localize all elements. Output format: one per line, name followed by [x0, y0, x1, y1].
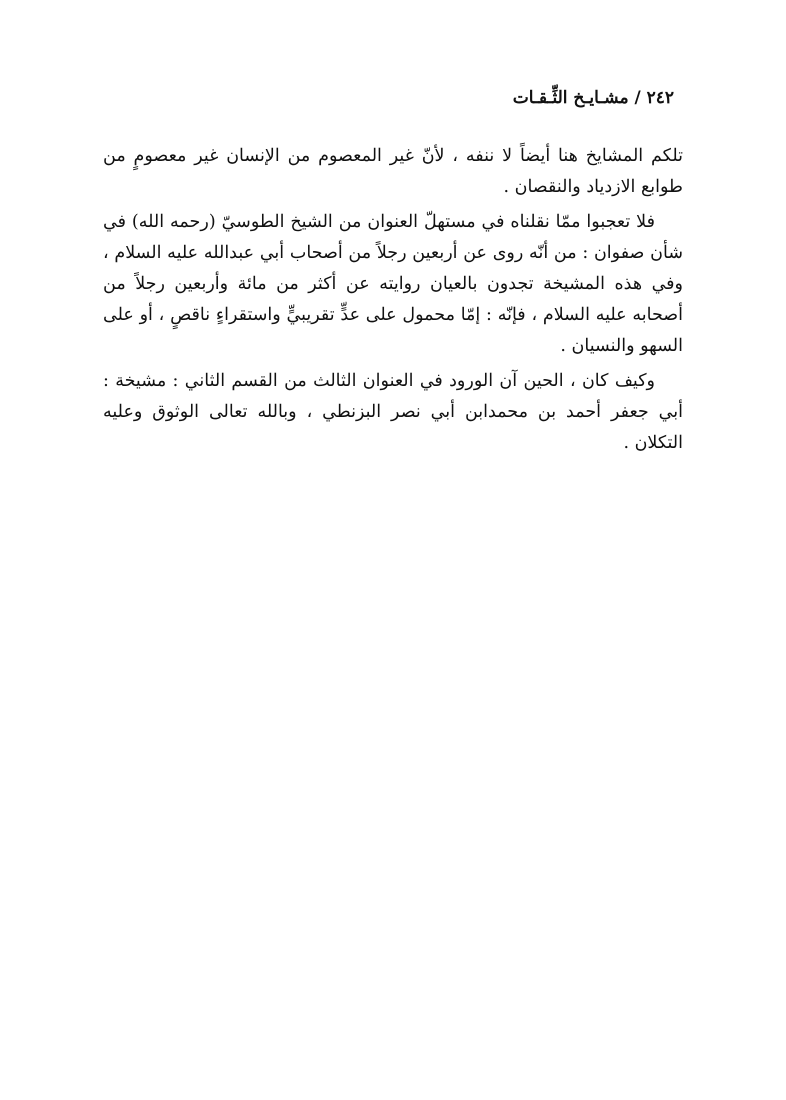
body-text — [103, 141, 683, 463]
paragraph-2: فلا تعجبوا ممّا نقلناه في مستهلّ العنوان من الشيخ الطوسيّ (رحمه الله) في شأن صفوان : من أنّه روى عن أربعين رجلاً من أصحاب أبي عبدالله عليه السلام ، وفي هذه المشيخة تجدون بالعيان روايته عن أكثر من مائة وأربعين رجلاً من أصحابه عليه السلام ، فإنّه : إمّا محمول على عدٍّ تقريبيٍّ واستقراءٍ ناقصٍ ، أو على السهو والنسيان . — [103, 212, 683, 356]
paragraph-3: وكيف كان ، الحين آن الورود في العنوان الثالث من القسم الثاني : مشيخة : أبي جعفر أحمد بن محمدابن أبي نصر البزنطي ، وبالله تعالى الوثوق وعليه التكلان . — [103, 371, 683, 453]
page-header: ٢٤٢ / مشـايـخ الثِّـقـات — [512, 88, 674, 108]
paragraph-1: تلكم المشايخ هنا أيضاً لا ننفه ، لأنّ غير المعصوم من الإنسان غير معصومٍ من طوابع الازدياد والنقصان . — [103, 146, 683, 197]
